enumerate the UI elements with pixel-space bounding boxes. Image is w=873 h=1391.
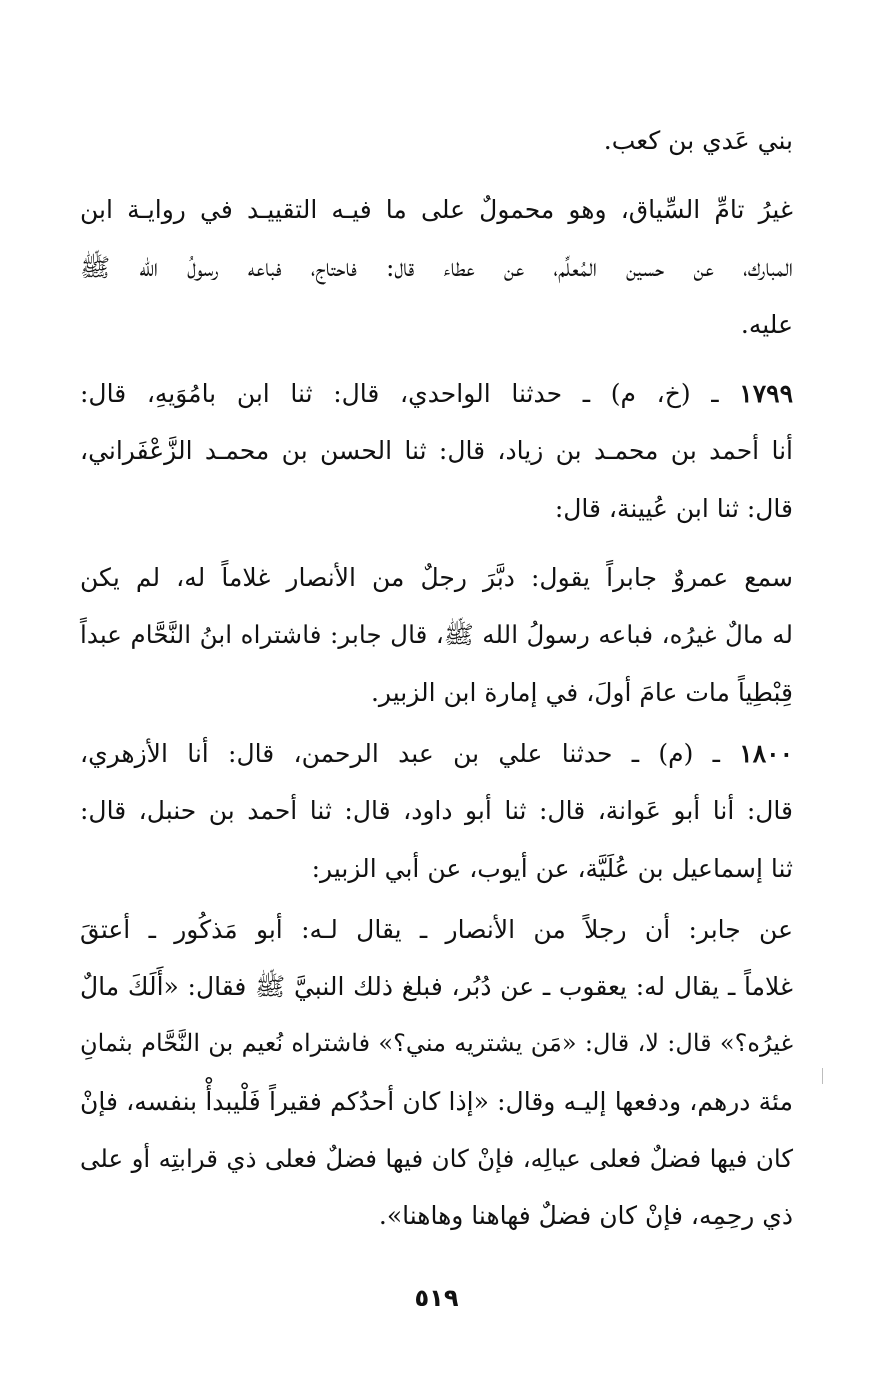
text-line (80, 725, 793, 782)
text-line: بني عَدي بن كعب. (603, 126, 793, 155)
margin-mark (822, 1068, 823, 1084)
paragraph (80, 901, 793, 1245)
paragraph (80, 549, 793, 721)
text-line: المبارك، عن حسين المُعلِّم، عن عطاء قال: فاحتاج، فباعه رسولُ الله ﷺ (80, 252, 793, 282)
text-line: غيرُه؟» قال: لا، قال: «مَن يشتريه مني؟» فاشتراه نُعيم بن النَّحَّام بثمانِ (80, 1029, 793, 1058)
text-line: كان فيها فضلٌ فعلى عيالِه، فإنْ كان فيها فضلٌ فعلى ذي قرابتِه أو على (80, 1144, 793, 1174)
text-line: عن جابر: أن رجلاً من الأنصار ـ يقال لـه: أبو مَذكُور ـ أعتقَ (80, 914, 793, 944)
text-line: سمع عمروٌ جابراً يقول: دبَّرَ رجلٌ من الأنصار غلاماً له، لم يكن (80, 563, 793, 593)
hadith-entry (80, 365, 793, 537)
text-line (80, 365, 793, 422)
page-number: ٥١٩ (414, 1284, 459, 1312)
text-line: غلاماً ـ يقال له: يعقوب ـ عن دُبُر، فبلغ ذلك النبيَّ ﷺ فقال: «أَلَكَ مالٌ (80, 972, 793, 1002)
text-line: غيرُ تامِّ السِّياق، وهو محمولٌ على ما فيـه التقييـد في روايـة ابن (80, 195, 793, 225)
hadith-number: ١٨٠٠ (739, 738, 793, 768)
text-line: أنا أحمد بن محمـد بن زياد، قال: ثنا الحسن بن محمـد الزَّعْفَراني، (80, 436, 793, 466)
text-line: ذي رحِمِه، فإنْ كان فضلٌ فهاهنا وهاهنا». (378, 1201, 793, 1231)
text-line: مئة درهم، ودفعها إليـه وقال: «إذا كان أحدُكم فقيراً فَلْيبدأْ بنفسه، فإنْ (80, 1086, 793, 1116)
text-line: له مالٌ غيرُه، فباعه رسولُ الله ﷺ، قال جابر: فاشتراه ابنُ النَّحَّام عبداً (80, 620, 793, 650)
text-line: قال: أنا أبو عَوانة، قال: ثنا أبو داود، قال: ثنا أحمد بن حنبل، قال: (80, 796, 793, 826)
paragraph (80, 112, 793, 169)
text-line: قال: ثنا ابن عُيينة، قال: (554, 493, 793, 523)
hadith-entry (80, 725, 793, 897)
text-line: ثنا إسماعيل بن عُلَيَّة، عن أيوب، عن أبي الزبير: (311, 853, 793, 883)
text-line: قِبْطِياً مات عامَ أولَ، في إمارة ابن الزبير. (370, 677, 793, 707)
text-line: عليه. (740, 309, 793, 339)
hadith-isnad-start: ـ (م) ـ حدثنا علي بن عبد الرحمن، قال: أنا الأزهري، (80, 738, 740, 768)
main-text (80, 112, 793, 1245)
hadith-number: ١٧٩٩ (739, 379, 793, 409)
hadith-isnad-start: ـ (خ، م) ـ حدثنا الواحدي، قال: ثنا ابن بامُوَيهِ، قال: (80, 379, 740, 409)
paragraph (80, 181, 793, 353)
